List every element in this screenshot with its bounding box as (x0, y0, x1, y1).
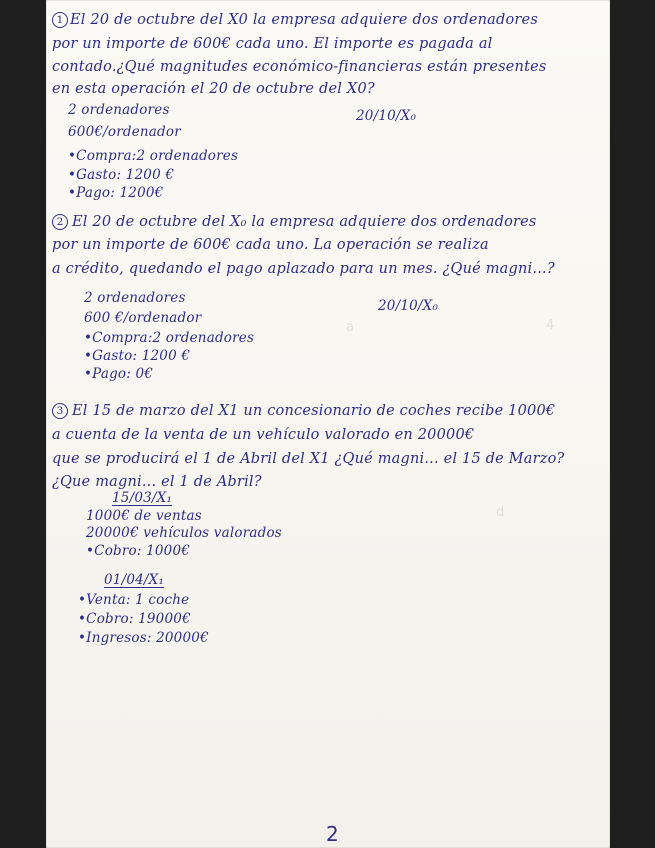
section-3-line-1: El 15 de marzo del X1 un concesionario de coches recibe 1000€ (72, 403, 556, 419)
section-3-line-4: ¿Que magni... el 1 de Abril? (52, 474, 262, 490)
section-3-answer-1-3: •Cobro: 1000€ (86, 543, 191, 559)
section-1-answer-2: 600€/ordenador (68, 124, 181, 140)
section-3-answer-1-2: 20000€ vehículos valorados (86, 525, 282, 541)
section-2-answer-1: 2 ordenadores (84, 290, 186, 306)
section-3-date-1: 15/03/X₁ (112, 490, 173, 506)
section-1-line-2: por un importe de 600€ cada uno. El importe es pagada al (52, 36, 493, 52)
section-1-line-3: contado.¿Qué magnitudes económico-financieras están presentes (52, 59, 547, 75)
section-1-answer-3: •Compra:2 ordenadores (68, 148, 239, 164)
section-2-answer-4: •Gasto: 1200 € (84, 348, 191, 364)
bleed-through-mark: 4 (546, 318, 555, 333)
section-2-number: 2 (52, 214, 68, 230)
notebook-page (46, 0, 610, 848)
section-2-line-1: El 20 de octubre del X₀ la empresa adquiere dos ordenadores (72, 214, 537, 230)
section-3-answer-2-2: •Cobro: 19000€ (78, 611, 191, 627)
page-number: 2 (326, 822, 339, 846)
section-2-answer-3: •Compra:2 ordenadores (84, 330, 255, 346)
section-1-answer-1: 2 ordenadores (68, 102, 170, 118)
section-1-answer-5: •Pago: 1200€ (68, 185, 164, 201)
section-1-number: 1 (52, 12, 68, 28)
section-3-line-2: a cuenta de la venta de un vehículo valorado en 20000€ (52, 427, 475, 443)
section-3-answer-2-3: •Ingresos: 20000€ (78, 630, 209, 646)
section-2-line-3: a crédito, quedando el pago aplazado para un mes. ¿Qué magni...? (52, 261, 555, 277)
section-2-line-2: por un importe de 600€ cada uno. La operación se realiza (52, 237, 489, 253)
section-1-date: 20/10/X₀ (356, 108, 417, 124)
section-2-answer-2: 600 €/ordenador (84, 310, 202, 326)
section-3-line-3: que se producirá el 1 de Abril del X1 ¿Qué magni... el 15 de Marzo? (52, 451, 565, 467)
section-1-answer-4: •Gasto: 1200 € (68, 167, 175, 183)
section-2-date: 20/10/X₀ (378, 298, 439, 314)
section-2-answer-5: •Pago: 0€ (84, 366, 154, 382)
bleed-through-mark: d (496, 505, 505, 520)
section-3-answer-2-1: •Venta: 1 coche (78, 592, 190, 608)
section-1-line-1: El 20 de octubre del X0 la empresa adquiere dos ordenadores (70, 12, 538, 28)
section-3-date-2: 01/04/X₁ (104, 572, 165, 588)
bleed-through-mark: a (346, 320, 354, 335)
section-1-line-4: en esta operación el 20 de octubre del X0? (52, 81, 375, 97)
section-3-answer-1-1: 1000€ de ventas (86, 508, 202, 524)
section-3-number: 3 (52, 403, 68, 419)
